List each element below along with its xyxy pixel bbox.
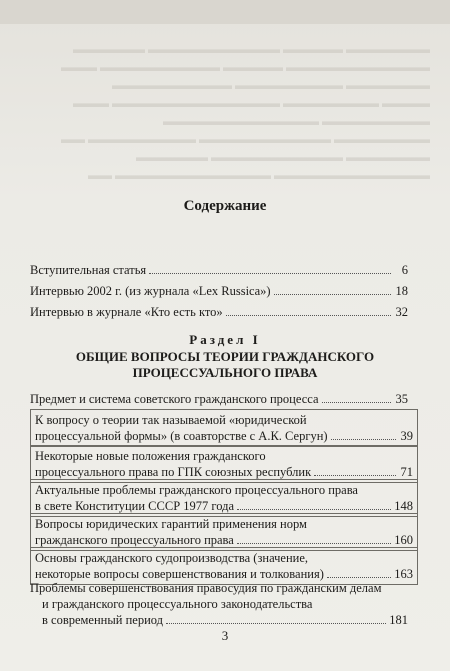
toc-entry-text: Интервью 2002 г. (из журнала «Lex Russica») bbox=[30, 284, 271, 298]
toc-entry-text: в современный период bbox=[42, 613, 164, 627]
page-edge-shadow bbox=[0, 0, 450, 24]
toc-entry-page: 163 bbox=[394, 567, 413, 581]
section-label: Раздел I bbox=[189, 332, 261, 347]
toc-entry[interactable] bbox=[30, 445, 418, 483]
toc-entry-page: 181 bbox=[389, 613, 408, 627]
toc-entry-text: Интервью в журнале «Кто есть кто» bbox=[30, 305, 223, 319]
toc-entry[interactable] bbox=[30, 283, 408, 299]
toc-entry-text: Проблемы совершенствования правосудия по гражданским делам bbox=[30, 581, 382, 595]
toc-entry-text: К вопросу о теории так называемой «юридической bbox=[35, 413, 307, 427]
toc-entry-text: Основы гражданского судопроизводства (значение, bbox=[35, 551, 309, 565]
toc-entry-text: процессуальной формы» (в соавторстве с А.К. Сергун) bbox=[35, 429, 328, 443]
toc-entry[interactable] bbox=[30, 409, 418, 447]
toc-entry-text: процессуального права по ГПК союзных республик bbox=[35, 465, 312, 479]
bleed-through-decoration: ▬▬▬▬▬▬▬ ▬▬▬▬▬ ▬▬▬▬▬▬▬▬▬▬▬ ▬▬▬▬▬▬ ▬▬▬▬▬▬▬▬▬▬▬▬ ▬▬▬▬▬ ▬▬▬▬▬▬▬▬▬▬ ▬▬▬ ▬▬▬▬▬▬▬ ▬▬▬▬▬▬▬▬▬ ▬▬▬▬▬▬▬▬▬▬ ▬▬▬▬ ▬▬▬▬▬▬▬▬ ▬▬▬▬▬▬▬▬▬▬▬▬▬▬ ▬▬▬ ▬▬▬▬▬▬▬▬▬ ▬▬▬▬▬▬▬▬▬▬▬▬▬ ▬▬▬▬▬▬▬▬ ▬▬▬▬▬▬▬▬▬▬▬ ▬▬▬▬▬▬▬▬▬ ▬▬ ▬▬▬▬▬▬▬ ▬▬▬▬▬▬▬▬▬▬▬ ▬▬▬▬▬▬ ▬▬▬▬▬▬▬▬▬▬▬▬▬ ▬▬▬▬▬▬▬▬▬▬▬▬▬ ▬▬ bbox=[61, 42, 430, 182]
dot-leader bbox=[314, 475, 396, 476]
toc-entry-text: Предмет и система советского гражданского процесса bbox=[30, 392, 319, 406]
toc-title: Содержание bbox=[183, 198, 267, 214]
toc-entry-page: 71 bbox=[400, 465, 413, 479]
dot-leader bbox=[149, 273, 391, 274]
toc-entry-text: Вопросы юридических гарантий применения норм bbox=[35, 517, 307, 531]
toc-entry[interactable] bbox=[30, 479, 418, 517]
section-title bbox=[0, 349, 450, 381]
toc-entry[interactable] bbox=[30, 391, 408, 407]
dot-leader bbox=[166, 623, 386, 624]
dot-leader bbox=[226, 315, 391, 316]
toc-entry[interactable] bbox=[30, 513, 418, 551]
toc-entry-text: Вступительная статья bbox=[30, 263, 147, 277]
section-title-line: ОБЩИЕ ВОПРОСЫ ТЕОРИИ ГРАЖДАНСКОГО bbox=[75, 349, 375, 364]
toc-entry-text: Некоторые новые положения гражданского bbox=[35, 449, 266, 463]
section-title-line: ПРОЦЕССУАЛЬНОГО ПРАВА bbox=[132, 365, 318, 380]
dot-leader bbox=[331, 439, 396, 440]
toc-entry-text: и гражданского процессуального законодательства bbox=[42, 597, 313, 611]
toc-entry-page: 148 bbox=[394, 499, 413, 513]
toc-entry-page: 35 bbox=[395, 392, 408, 406]
toc-entry-page: 39 bbox=[400, 429, 413, 443]
toc-entry-text: в свете Конституции СССР 1977 года bbox=[35, 499, 235, 513]
dot-leader bbox=[274, 294, 391, 295]
toc-entry[interactable] bbox=[30, 580, 408, 628]
toc-entry-page: 160 bbox=[394, 533, 413, 547]
toc-entry-page: 18 bbox=[395, 284, 408, 298]
toc-entry[interactable] bbox=[30, 262, 408, 278]
toc-entry-page: 6 bbox=[401, 263, 408, 277]
toc-entry-text: гражданского процессуального права bbox=[35, 533, 234, 547]
dot-leader bbox=[322, 402, 391, 403]
dot-leader bbox=[327, 577, 391, 578]
page-number: 3 bbox=[221, 628, 229, 643]
toc-entry[interactable] bbox=[30, 304, 408, 320]
dot-leader bbox=[237, 509, 391, 510]
toc-entry-text: Актуальные проблемы гражданского процессуального права bbox=[35, 483, 358, 497]
dot-leader bbox=[237, 543, 391, 544]
toc-entry-text: некоторые вопросы совершенствования и толкования) bbox=[35, 567, 324, 581]
toc-entry-page: 32 bbox=[395, 305, 408, 319]
